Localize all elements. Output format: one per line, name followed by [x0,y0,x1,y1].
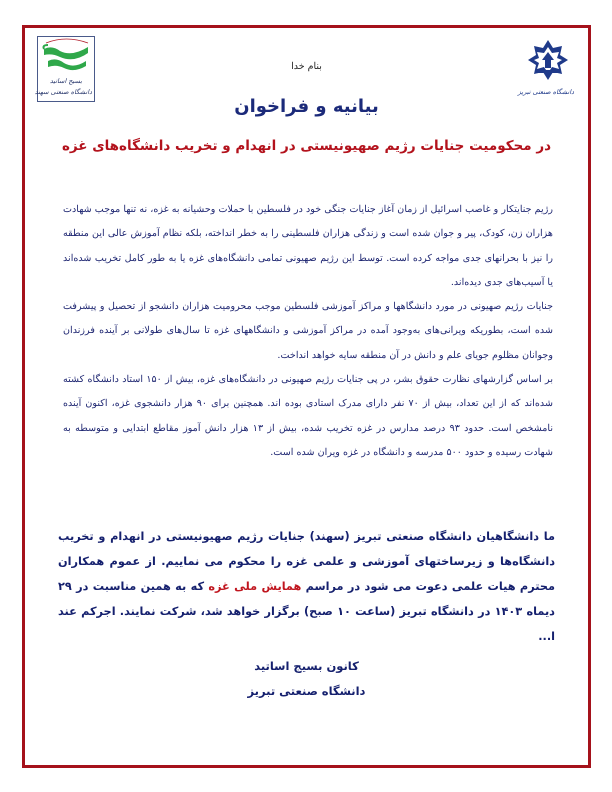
call-to-action [58,524,555,649]
signature-block [25,654,588,704]
paragraph: بر اساس گزارشهای نظارت حقوق بشر، در پی جنایات رژیم صهیونی در دانشگاه‌های غزه، بیش از ۱۵۰ استاد دانشگاه کشته شده‌اند که از این تعداد، بیش از ۷۰ نفر دارای مدرک استادی بوده اند. همچنین برای ۹۰ هزار دانشجوی غزه، اکنون آینده نامشخص است. حدود ۹۳ درصد مدارس در غزه تخریب شده، بیش از ۱۳ هزار دانش آموز مقاطع ابتدایی و متوسطه به شهادت رسیده و حدود ۵۰۰ مدرسه و دانشگاه در غزه ویران شده است. [63,374,553,458]
statement-body [63,198,553,465]
page-title: بیانیه و فراخوان [234,96,379,117]
signature-line1: کانون بسیج اساتید [254,659,359,673]
event-name-highlight: همایش ملی غزه [208,580,302,593]
paragraph: جنایات رژیم صهیونی در مورد دانشگاهها و مراکز آموزشی فلسطین موجب محرومیت هزاران دانشجو از تحصیل و پیشرفت شده است، بطوریکه ویرانی‌های به‌وجود آمده در مراکز آموزشی و دانشگاههای غزه تا سال‌های طولانی بر آینده فرزندان وجوانان مظلوم جویای علم و دانش در آن منطقه سایه خواهد انداخت. [63,301,553,361]
signature-line2: دانشگاه صنعتی تبریز [247,684,366,698]
logo-left-line2: دانشگاه صنعتی سهند [34,88,92,96]
paragraph: رژیم جنایتکار و غاصب اسرائیل از زمان آغاز جنایات جنگی خود در فلسطین با حملات وحشیانه به غزه، نه تنها موجب شهادت هزاران زن، کودک، پیر و جوان شده است و زندگی هزاران فلسطینی را به خطر انداخته، بلکه نظام آموزش عالی این منطقه را نیز با بحرانهای جدی مواجه کرده است. توسط این رژیم صهیونی تمامی دانشگاه‌های غزه یا به طور کامل تخریب شده‌اند یا آسیب‌های جدی دیده‌اند. [63,204,553,288]
call-text-part2: که به همین مناسبت در ۲۹ دیماه ۱۴۰۳ در دانشگاه تبریز (ساعت ۱۰ صبح) برگزار خواهد شد، شرکت نمایند. اجرکم عند ا... [58,580,555,643]
call-paragraph [58,524,555,649]
page-subtitle: در محکومیت جنایات رژیم صهیونیستی در انهدام و تخریب دانشگاه‌های غزه [61,138,552,154]
call-text-part1: ما دانشگاهیان دانشگاه صنعتی تبریز (سهند) جنایات رژیم صهیونیستی در انهدام و تخریب دانشگاه‌ها و زیرساختهای آموزشی و علمی غزه را محکوم می نماییم. از عموم همکاران محترم هیات علمی دعوت می شود در مراسم [58,530,555,593]
bismillah: بنام خدا [291,61,322,72]
logo-left-line1: بسیج اساتید [49,77,83,85]
logo-right-text: دانشگاه صنعتی تبریز [517,88,574,96]
document-frame [22,25,591,768]
